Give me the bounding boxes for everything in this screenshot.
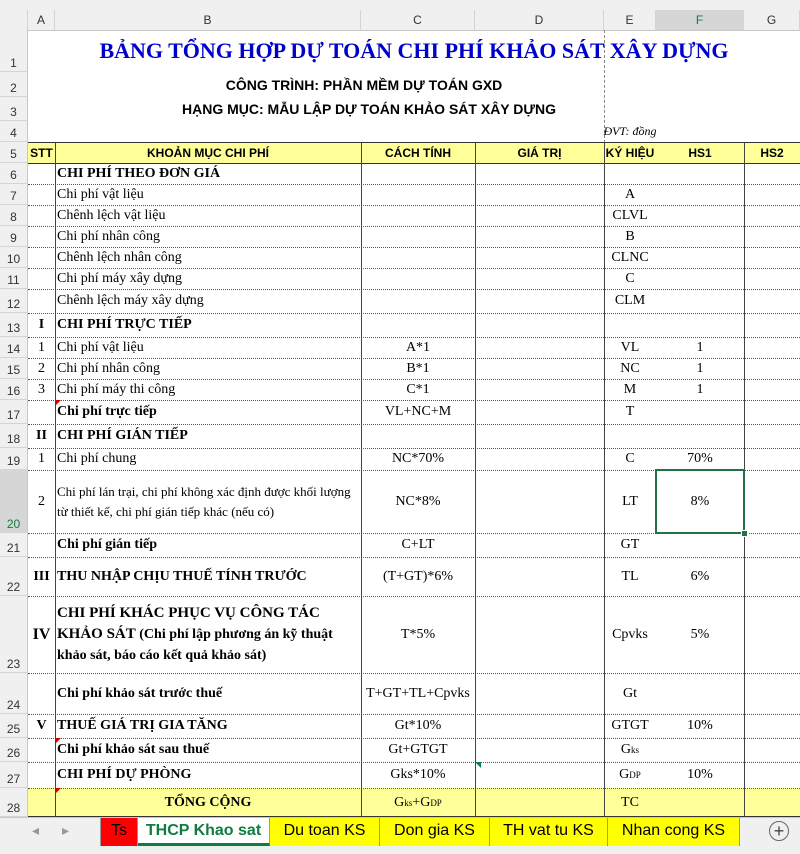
cell-stt[interactable]: V [36, 718, 47, 733]
sheet-tab-th-vat-tu-ks[interactable]: TH vat tu KS [490, 818, 608, 846]
tab-scroll-right-icon[interactable]: ▸ [62, 822, 70, 838]
cell-formula[interactable]: NC*70% [391, 451, 445, 466]
grid-line [28, 337, 800, 338]
project-name[interactable]: CÔNG TRÌNH: PHẦN MỀM DỰ TOÁN GXD [225, 76, 503, 93]
cell-name[interactable]: Chi phí gián tiếp [57, 537, 157, 552]
cell-name[interactable]: CHI PHÍ DỰ PHÒNG [57, 767, 192, 782]
column-header-bar [0, 0, 800, 31]
cell-name[interactable]: Chi phí nhân công [57, 228, 161, 244]
row-header[interactable]: 16 [0, 379, 28, 400]
grid-line [28, 714, 800, 715]
grid-line [28, 424, 800, 425]
row-header[interactable]: 19 [0, 448, 28, 470]
cell-name[interactable]: CHI PHÍ GIÁN TIẾP [57, 428, 188, 443]
cell-name[interactable]: Chi phí nhân công [57, 360, 161, 376]
sheet-title[interactable]: BẢNG TỔNG HỢP DỰ TOÁN CHI PHÍ KHẢO SÁT XÂY DỰNG [99, 38, 729, 63]
row-header[interactable]: 8 [0, 205, 28, 226]
tab-scroll-left-icon[interactable]: ◂ [32, 822, 40, 838]
grid-line [28, 762, 800, 763]
row-header[interactable]: 18 [0, 424, 28, 448]
grid-line [28, 268, 800, 269]
cell-hs1[interactable]: 1 [696, 381, 704, 397]
comment-indicator[interactable] [55, 738, 61, 744]
cell-name[interactable]: CHI PHÍ THEO ĐƠN GIÁ [57, 165, 221, 181]
cell-symbol[interactable]: C [625, 270, 635, 286]
cell-formula[interactable]: VL+NC+M [384, 404, 452, 419]
header-stt[interactable]: STT [28, 142, 55, 163]
cell-formula[interactable]: T*5% [400, 626, 436, 642]
row-header[interactable]: 22 [0, 557, 28, 596]
grid-line [28, 163, 800, 164]
cell-symbol[interactable]: T [625, 404, 635, 419]
row-header[interactable]: 13 [0, 313, 28, 337]
cell-formula[interactable]: Gt*10% [394, 718, 442, 733]
symbol-subscript: ks [631, 745, 640, 755]
cell-symbol[interactable]: B [625, 228, 635, 244]
cell-formula[interactable]: B*1 [406, 360, 430, 376]
fill-handle[interactable] [741, 530, 748, 537]
grid-line [28, 205, 800, 206]
cell-symbol[interactable]: Gt [623, 685, 637, 701]
formula-part: +G [412, 794, 431, 810]
cell-name[interactable]: THUẾ GIÁ TRỊ GIA TĂNG [57, 718, 228, 733]
sheet-tab-du-toan-ks[interactable]: Du toan KS [270, 818, 380, 846]
cell-symbol[interactable]: GT [620, 537, 640, 552]
row-header[interactable]: 1 [0, 30, 28, 72]
cell-symbol[interactable]: VL [620, 339, 640, 355]
row-header[interactable]: 26 [0, 738, 28, 762]
header-cach-tinh[interactable]: CÁCH TÍNH [361, 142, 475, 163]
grid-line [28, 289, 800, 290]
header-gia-tri[interactable]: GIÁ TRỊ [475, 142, 604, 163]
cell-stt[interactable]: 2 [38, 360, 45, 376]
grid-line [475, 142, 476, 817]
row-header[interactable]: 23 [0, 596, 28, 673]
grid-line [28, 247, 800, 248]
cell-hs1[interactable]: 1 [696, 339, 704, 355]
add-sheet-icon[interactable]: + [769, 821, 789, 841]
cell-name[interactable]: Chi phí máy xây dựng [57, 270, 183, 286]
comment-indicator[interactable] [55, 788, 61, 794]
cell-stt[interactable]: 1 [38, 451, 45, 466]
grid-line [28, 226, 800, 227]
row-header[interactable]: 25 [0, 714, 28, 738]
cell-name: CHI PHÍ KHÁC PHỤC VỤ CÔNG TÁC KHẢO SÁT [57, 605, 320, 642]
grid-line [28, 379, 800, 380]
header-hs1[interactable]: HS1 [656, 142, 744, 163]
symbol-main: G [619, 767, 630, 782]
cell-name[interactable]: Chi phí khảo sát sau thuế [57, 742, 210, 757]
grid-line [28, 557, 800, 558]
grid-line [28, 738, 800, 739]
item-name[interactable]: HẠNG MỤC: MẪU LẬP DỰ TOÁN KHẢO SÁT XÂY DỰNG [181, 101, 556, 117]
sheet-tab-thcp-khao-sat[interactable]: THCP Khao sat [138, 818, 270, 846]
sheet-tab-ts[interactable]: Ts [100, 818, 138, 846]
cell-symbol[interactable]: TL [621, 568, 639, 584]
cell-name-group[interactable] [55, 596, 361, 673]
cell-hs1[interactable]: 10% [687, 767, 713, 782]
cell-symbol[interactable]: CLNC [611, 249, 649, 265]
grid-line [361, 142, 362, 817]
header-khoan-muc[interactable]: KHOẢN MỤC CHI PHÍ [55, 142, 361, 163]
column-header-g[interactable]: G [744, 10, 800, 30]
cell-stt[interactable]: IV [32, 625, 51, 643]
row-header[interactable]: 3 [0, 97, 28, 121]
total-formula[interactable] [361, 788, 475, 817]
grid-line [28, 358, 800, 359]
cell-name[interactable]: Chi phí vật liệu [57, 339, 144, 355]
cell-formula[interactable]: C*1 [406, 381, 430, 397]
row-header[interactable]: 2 [0, 72, 28, 97]
sheet-tab-nhan-cong-ks[interactable]: Nhan cong KS [608, 818, 740, 846]
grid-line [28, 400, 800, 401]
cell-name[interactable]: Chi phí lán trại, chi phí không xác định được khối lượng từ thiết kế, chi phí gián tiếp khác (nếu có) [57, 483, 351, 519]
column-header-c[interactable]: C [361, 10, 475, 30]
unit-label[interactable]: ĐVT: đồng [603, 124, 657, 138]
cell-stt[interactable]: I [38, 317, 45, 332]
cell-symbol[interactable]: CLVL [612, 207, 648, 223]
row-header[interactable]: 21 [0, 533, 28, 557]
cell-name[interactable]: Chi phí máy thi công [57, 381, 176, 397]
row-header[interactable]: 11 [0, 268, 28, 289]
formula-subscript: DP [430, 797, 442, 808]
cell-symbol[interactable]: LT [622, 493, 638, 509]
row-header[interactable]: 6 [0, 163, 28, 184]
row-header[interactable]: 12 [0, 289, 28, 313]
cell-formula[interactable]: A*1 [405, 339, 431, 355]
grid-line [28, 313, 800, 314]
grid-line [55, 142, 56, 817]
cell-symbol[interactable]: C [625, 451, 635, 466]
cell-name-note: (Chi phí lập phương án kỹ thuật khảo sát, báo cáo kết quả khảo sát) [57, 627, 333, 663]
column-header-f[interactable]: F [656, 10, 744, 30]
sheet-tab-bar [0, 817, 800, 854]
column-header-d[interactable]: D [475, 10, 604, 30]
selected-cell-border[interactable] [655, 469, 745, 534]
row-header[interactable]: 28 [0, 788, 28, 817]
cell-stt[interactable]: III [33, 568, 50, 584]
cell-formula[interactable]: Gks*10% [390, 767, 446, 782]
row-header[interactable]: 24 [0, 673, 28, 714]
cell-hs1[interactable]: 1 [696, 360, 704, 376]
cell-name[interactable]: Chênh lệch vật liệu [57, 207, 166, 223]
row-header[interactable]: 7 [0, 184, 28, 205]
column-header-b[interactable]: B [55, 10, 361, 30]
cell-name[interactable]: Chi phí chung [57, 451, 137, 466]
cell-formula[interactable]: NC*8% [395, 493, 441, 509]
row-header[interactable]: 27 [0, 762, 28, 788]
cell-stt[interactable]: 2 [38, 493, 45, 509]
cell-formula[interactable]: T+GT+TL+Cpvks [366, 685, 470, 701]
cell-hs1[interactable]: 5% [690, 626, 710, 642]
cell-symbol[interactable]: GTGT [611, 718, 649, 733]
row-header[interactable]: 17 [0, 400, 28, 424]
row-header[interactable]: 15 [0, 358, 28, 379]
grid-line [28, 184, 800, 185]
column-header-a[interactable]: A [28, 10, 55, 30]
header-hs2[interactable]: HS2 [744, 142, 800, 163]
row-header[interactable]: 10 [0, 247, 28, 268]
formula-subscript: ks [404, 797, 413, 808]
cell-stt[interactable]: 1 [38, 339, 45, 355]
column-header-e[interactable]: E [604, 10, 656, 30]
cell-stt[interactable]: II [36, 428, 47, 443]
grid-line [28, 448, 800, 449]
cell-formula[interactable]: C+LT [401, 537, 435, 552]
cell-name[interactable]: Chi phí trực tiếp [57, 404, 157, 419]
grid-line [604, 142, 605, 817]
cell-hs1[interactable]: 8% [690, 493, 710, 509]
symbol-main: G [620, 742, 632, 757]
cell-symbol[interactable]: CLM [614, 293, 646, 308]
total-symbol[interactable]: TC [604, 788, 656, 817]
grid-line [28, 788, 800, 789]
cell-symbol[interactable]: Cpvks [612, 626, 648, 642]
cell-name[interactable]: Chi phí vật liệu [57, 186, 144, 202]
cell-name[interactable]: THU NHẬP CHỊU THUẾ TÍNH TRƯỚC [57, 568, 307, 584]
cell-hs1[interactable]: 6% [690, 568, 710, 584]
total-label[interactable]: TỔNG CỘNG [55, 788, 361, 817]
row-header[interactable]: 9 [0, 226, 28, 247]
cell-stt[interactable]: 3 [38, 381, 45, 397]
cell-hs1[interactable]: 70% [687, 451, 713, 466]
comment-indicator[interactable] [55, 400, 61, 406]
cell-symbol[interactable]: NC [620, 360, 640, 376]
cell-name[interactable]: Chênh lệch máy xây dựng [57, 293, 204, 308]
grid-line [28, 596, 800, 597]
row-header[interactable]: 20 [0, 470, 28, 533]
cell-symbol[interactable] [604, 738, 656, 762]
sheet-tab-don-gia-ks[interactable]: Don gia KS [380, 818, 490, 846]
row-header[interactable]: 14 [0, 337, 28, 358]
row-header[interactable]: 4 [0, 121, 28, 142]
header-ky-hieu[interactable]: KÝ HIỆU [604, 142, 656, 163]
select-all-corner[interactable] [0, 10, 28, 30]
formula-part: G [394, 794, 405, 810]
cell-symbol[interactable]: M [623, 381, 637, 397]
symbol-subscript: DP [629, 770, 641, 780]
cell-symbol[interactable] [604, 762, 656, 788]
grid-line [28, 673, 800, 674]
error-indicator[interactable] [475, 762, 481, 768]
cell-formula[interactable]: (T+GT)*6% [382, 568, 454, 584]
cell-hs1[interactable]: 10% [687, 718, 713, 733]
cell-name[interactable]: CHI PHÍ TRỰC TIẾP [57, 317, 192, 332]
cell-name[interactable]: Chênh lệch nhân công [57, 249, 182, 265]
cell-name[interactable]: Chi phí khảo sát trước thuế [57, 685, 223, 701]
grid-line [28, 142, 800, 143]
cell-formula[interactable]: Gt+GTGT [388, 742, 448, 757]
row-header[interactable]: 5 [0, 142, 28, 163]
cell-symbol[interactable]: A [624, 186, 636, 202]
